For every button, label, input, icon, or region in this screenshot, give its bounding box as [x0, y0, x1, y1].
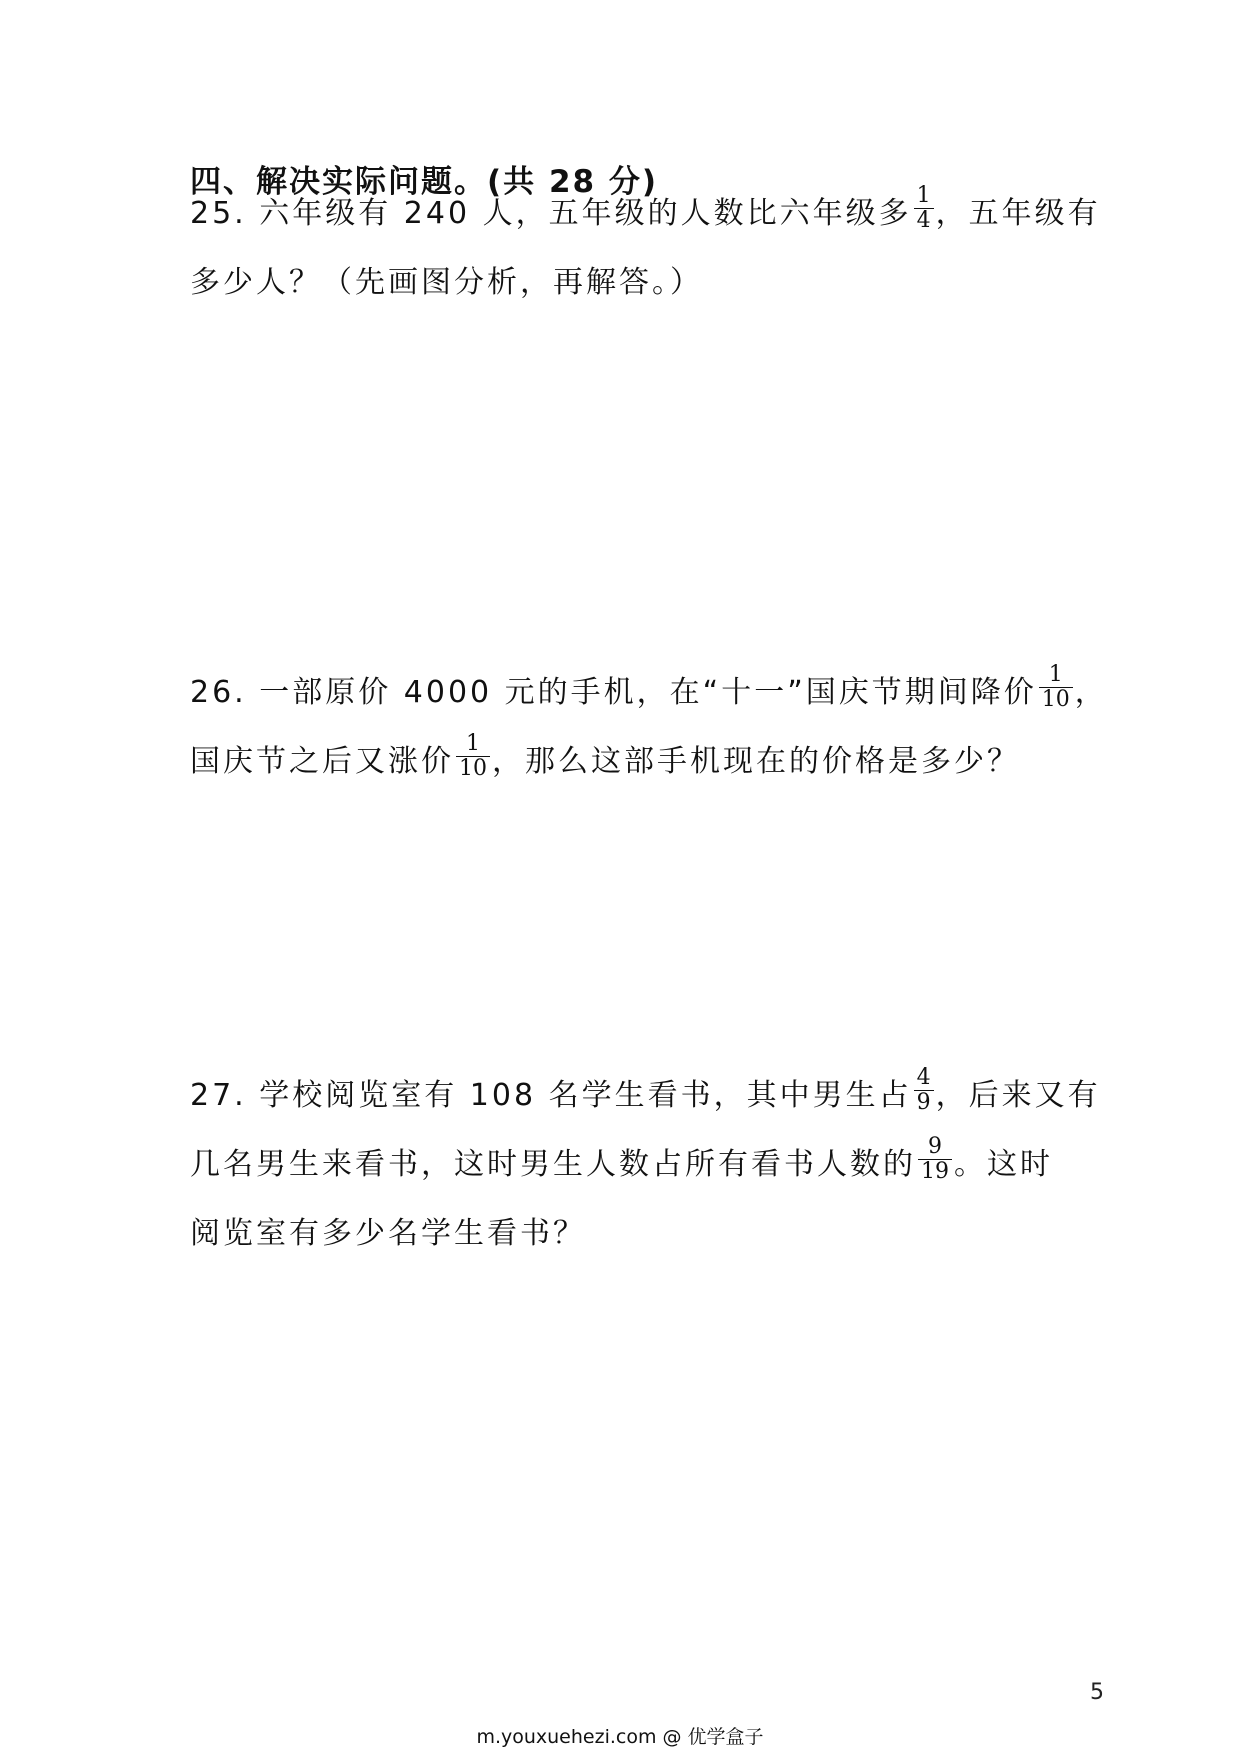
fraction-one-quarter — [914, 184, 934, 233]
page-number: 5 — [1090, 1680, 1104, 1705]
fraction-numerator: 1 — [1048, 662, 1063, 687]
question-26-text-c: 国庆节之后又涨价 — [190, 744, 454, 779]
question-26 — [190, 658, 1108, 796]
question-27-line-1 — [190, 1061, 1101, 1130]
question-26-line-2 — [190, 727, 1060, 796]
fraction-denominator: 9 — [914, 1090, 934, 1115]
question-27-text-a: 27. 学校阅览室有 108 名学生看书，其中男生占 — [190, 1078, 912, 1113]
fraction-denominator: 10 — [1039, 687, 1073, 712]
question-26-line-1 — [190, 658, 1108, 727]
fraction-one-tenth — [456, 732, 490, 781]
question-27 — [190, 1061, 1101, 1268]
fraction-numerator: 9 — [928, 1134, 942, 1159]
fraction-numerator: 1 — [466, 731, 480, 756]
footer-watermark: m.youxuehezi.com @ 优学盒子 — [476, 1726, 764, 1748]
question-27-line-3: 阅览室有多少名学生看书？ — [190, 1216, 586, 1251]
fraction-denominator: 10 — [456, 756, 490, 781]
question-27-text-c: 几名男生来看书，这时男生人数占所有看书人数的 — [190, 1147, 916, 1182]
fraction-one-tenth — [1039, 663, 1073, 712]
question-25-text-a: 25. 六年级有 240 人，五年级的人数比六年级多 — [190, 196, 912, 231]
fraction-denominator: 19 — [918, 1159, 952, 1184]
fraction-numerator: 1 — [916, 183, 931, 208]
fraction-numerator: 4 — [916, 1065, 931, 1090]
question-25 — [190, 179, 1101, 317]
question-26-text-a: 26. 一部原价 4000 元的手机，在“十一”国庆节期间降价 — [190, 675, 1037, 710]
fraction-four-ninths — [914, 1066, 934, 1115]
question-26-text-d: ，那么这部手机现在的价格是多少？ — [492, 744, 1020, 779]
question-25-text-b: ，五年级有 — [935, 196, 1101, 231]
fraction-nine-nineteenths — [918, 1135, 952, 1184]
fraction-denominator: 4 — [914, 208, 934, 233]
question-25-line-2: 多少人？（先画图分析，再解答。） — [190, 265, 703, 300]
section-heading: 四、解决实际问题。(共 28 分) — [190, 164, 659, 200]
question-27-text-b: ，后来又有 — [935, 1078, 1101, 1113]
question-26-text-b: ， — [1074, 675, 1108, 710]
question-27-line-2 — [190, 1130, 1060, 1199]
question-27-text-d: 。这时 — [954, 1147, 1053, 1182]
question-25-line-1 — [190, 179, 1101, 248]
